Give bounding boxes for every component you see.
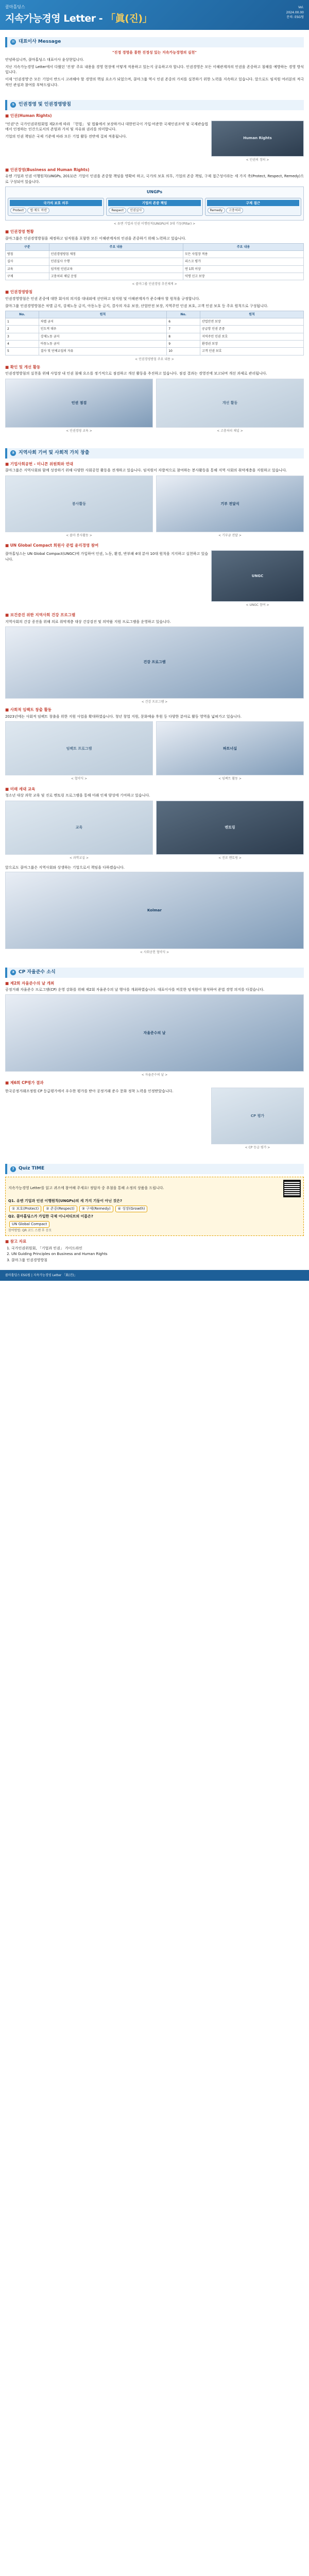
table-row: 방침 인권경영방침 제정 모든 사업장 적용 (6, 250, 304, 258)
table-row: 교육 임직원 인권교육 연 1회 이상 (6, 265, 304, 273)
paragraph: 2023년에는 사회적 임팩트 창출을 위한 지원 사업을 확대하였습니다. 청년 창업 지원, 문화예술 후원 등 다양한 분야로 활동 영역을 넓혀가고 있습니다. (5, 714, 242, 719)
references-list (5, 1246, 304, 1264)
table-row: 실사 인권실사 수행 리스크 평가 (6, 258, 304, 265)
list-item: 2. UN Guiding Principles on Business and Human Rights (11, 1251, 304, 1257)
caption: < 인권경영방침 주요 내용 > (135, 357, 174, 361)
paragraph: 공정거래 자율준수 프로그램(CP) 운영 강화를 위해 제2회 자율준수의 날 행사를 개최하였습니다. 대표이사를 비롯한 임직원이 참석하여 준법 경영 의지를 다졌습니다. (5, 988, 265, 992)
quiz-question: Q1. 유엔 기업과 인권 이행원칙(UNGPs)의 세 가지 기둥이 아닌 것은? (8, 1199, 123, 1204)
table-row: 3 강제노동 금지 8 지역주민 인권 보호 (6, 333, 304, 340)
header-meta: Vol. 2024.00.00 문의: ESG팀 (286, 6, 304, 20)
photo: 멘토링 (156, 801, 304, 855)
human-rights-image: Human Rights (211, 121, 304, 157)
caption: < 콜마그룹 인권경영 추진체계 > (132, 282, 177, 286)
paragraph: 콜마그룹은 지역사회와 함께 성장하기 위해 다양한 사회공헌 활동을 전개하고 있습니다. 임직원이 자발적으로 참여하는 봉사활동을 통해 지역 사회의 취약계층을 지원하고 있습니다. (5, 468, 287, 473)
photo: 임팩트 프로그램 (5, 721, 153, 775)
community-icon: ② (10, 450, 16, 456)
paragraph: 인권경영방침은 인권 존중에 대한 회사의 의지를 대내외에 선언하고 임직원 및 이해관계자가 준수해야 할 원칙을 규정합니다. (5, 297, 200, 301)
subheading: ■ 보건증진 위한 지역사회 건강 프로그램 (5, 612, 304, 618)
pillar-respect: 기업의 존중 책임 Respect 인권실사 (106, 198, 202, 216)
ceo-message-section (0, 30, 309, 93)
paragraph: 지난 지속가능경영 Letter에서 다뤘던 '진정' 주요 내용을 경영 현장에 어떻게 적용하고 있는지 공유하고자 합니다. 인권경영은 모든 이해관계자의 인권을 존중하고 침해를 예방하는 경영 방식입니다. (5, 64, 304, 75)
paragraph: 지역사회의 건강 증진을 위해 의료 취약계층 대상 건강검진 및 의약품 지원 프로그램을 운영하고 있습니다. (5, 619, 171, 624)
answer-option[interactable]: ③ 구제(Remedy) (79, 1206, 113, 1212)
photo: Kolmar (5, 872, 304, 949)
qr-code-icon[interactable] (283, 1180, 301, 1197)
pillar-remedy: 구제 접근 Remedy 고충처리 (205, 198, 301, 216)
caption: < 임팩트 활동 > (218, 777, 242, 781)
caption: < 기부금 전달 > (218, 534, 242, 538)
answer-option[interactable]: UN Global Compact (9, 1221, 49, 1228)
paragraph: 청소년 대상 과학 교육 및 진로 멘토링 프로그램을 통해 미래 인재 양성에 기여하고 있습니다. (5, 793, 150, 798)
caption: < 고충처리 채널 > (217, 429, 243, 433)
letter-header (0, 0, 309, 30)
question-icon: ? (10, 1166, 16, 1172)
paragraph: 콜마홀딩스는 UN Global Compact(UNGC)에 가입하여 인권, 노동, 환경, 반부패 4대 분야 10대 원칙을 지지하고 실천하고 있습니다. (5, 551, 208, 562)
paragraph: 인권경영방침의 실천을 위해 사업장 내 인권 침해 요소를 정기적으로 점검하고 개선 활동을 추진하고 있습니다. 점검 결과는 경영진에 보고되며 개선 과제로 관리됩니다. (5, 371, 267, 376)
table-row: 1 차별 금지 6 산업안전 보장 (6, 318, 304, 326)
pillar-protect: 국가의 보호 의무 Protect 법·제도 마련 (8, 198, 104, 216)
section-title: ③ CP 자율준수 소식 (5, 968, 304, 978)
ungps-diagram (5, 187, 304, 221)
paragraph: 콜마그룹 인권경영방침은 차별 금지, 강제노동 금지, 아동노동 금지, 결사의 자유 보장, 산업안전 보장, 지역주민 인권 보호, 고객 인권 보호 등 주요 원칙으로 구성됩니다. (5, 303, 268, 308)
photo: 기부 전달식 (156, 476, 304, 532)
caption: < 건강 프로그램 > (141, 700, 168, 704)
subheading: ■ 참고 자료 (5, 1239, 304, 1245)
subheading: ■ 인권경영(Business and Human Rights) (5, 167, 304, 173)
answer-option[interactable]: ① 보호(Protect) (9, 1206, 41, 1212)
section-title: ② 지역사회 기여 및 사회적 가치 창출 (5, 448, 304, 459)
caption: < 인권경영 교육 > (66, 429, 92, 433)
subheading: ■ 제2회 자율준수의 날 개최 (5, 980, 304, 987)
quiz-box (5, 1177, 304, 1236)
section-title: ① 인권경영 및 인권경영방침 (5, 100, 304, 110)
status-table: 구분 주요 내용 주요 내용 방침 인권경영방침 제정 모든 사업장 적용 실사 인권실사 수행 리스크 평가 교육 임직원 인권교육 연 1회 이상 구제 고충처리 채널 운영 익명 신고 보장 (5, 243, 304, 280)
shield-icon: ① (10, 102, 16, 108)
subheading: ■ 제6회 CP평가 결과 (5, 1080, 304, 1086)
policy-table: No. 원칙 No. 원칙 1 차별 금지 6 산업안전 보장 2 인도적 대우 7 공급망 인권 존중 3 강제노동 금지 8 지역주민 인권 보호 4 아동노동 금지 9 환경권 보장 5 결사 및 단체교섭의 자유 10 고객 인권 보호 (5, 311, 304, 355)
answer-option[interactable]: ② 존중(Respect) (43, 1206, 77, 1212)
section-title: ? Quiz TIME (5, 1164, 304, 1174)
photo: 교육 (5, 801, 153, 855)
photo: 자율준수의 날 (5, 994, 304, 1072)
paragraph: 한국공정거래조정원 CP 등급평가에서 우수한 평가를 받아 공정거래 준수 문화 정착 노력을 인정받았습니다. (5, 1089, 174, 1094)
subheading: ■ UN Global Compact 회원사 준법 윤리경영 참여 (5, 543, 304, 549)
list-item: 3. 콜마그룹 인권경영방침 (11, 1258, 304, 1263)
answer-option[interactable]: ④ 성장(Growth) (115, 1206, 148, 1212)
subheading: ■ 사회적 임팩트 창출 활동 (5, 707, 304, 713)
caption: < 자율준수의 날 > (141, 1073, 168, 1077)
ceo-quote: "진정 경영을 통한 진정성 있는 지속가능경영의 실천" (112, 50, 197, 55)
human-rights-section (0, 93, 309, 441)
footer: 콜마홀딩스 ESG팀 | 지속가능경영 Letter 「眞(진)」 (0, 1270, 309, 1281)
subheading: ■ 인권(Human Rights) (5, 113, 304, 119)
quiz-intro: 지속가능경영 Letter를 읽고 퀴즈에 참여해 주세요! 정답자 중 추첨을 통해 소정의 상품을 드립니다. (8, 1186, 164, 1191)
subheading: ■ 확인 및 개선 활동 (5, 364, 304, 370)
caption: < 사회공헌 협약식 > (140, 951, 169, 955)
photo: CP 평가 (211, 1088, 304, 1144)
quiz-question: Q2. 콜마홀딩스가 가입한 국제 이니셔티브의 이름은? (8, 1214, 93, 1218)
paragraph: 안녕하십니까, 콜마홀딩스 대표이사 윤상현입니다. (5, 57, 84, 62)
caption: < 콜마 봉사활동 > (66, 534, 92, 538)
company-name: 콜마홀딩스 (5, 5, 25, 9)
caption: < UNGC 참여 > (246, 603, 269, 607)
cp-section (0, 960, 309, 1157)
quiz-section (0, 1157, 309, 1267)
caption: < CP 등급 평가 > (245, 1146, 270, 1150)
subheading: ■ 기업사회공헌 - 미니콘 위원회와 연대 (5, 461, 304, 467)
section-title: ✉ 대표이사 Message (5, 37, 304, 47)
letter-title: 지속가능경영 Letter - 「眞(진)」 (5, 13, 152, 25)
caption: < 과학교실 > (69, 856, 89, 860)
subheading: ■ 미래 세대 교육 (5, 786, 304, 792)
subheading: ■ 인권경영 현황 (5, 229, 304, 235)
table-row: 5 결사 및 단체교섭의 자유 10 고객 인권 보호 (6, 348, 304, 355)
caption: < 진로 멘토링 > (218, 856, 242, 860)
quiz-note: 참여방법: QR 코드 스캔 후 응모 (8, 1228, 52, 1232)
list-item: 1. 국가인권위원회, 「기업과 인권」 가이드라인 (11, 1246, 304, 1251)
photo: 파트너십 (156, 721, 304, 775)
photo: 건강 프로그램 (5, 626, 304, 699)
message-icon: ✉ (10, 39, 16, 45)
subheading: ■ 인권경영방침 (5, 289, 304, 295)
photo: 봉사활동 (5, 476, 153, 532)
paragraph: 이제 '인권경영'은 모든 기업이 반드시 고려해야 할 경영의 핵심 요소가 되었으며, 콜마그룹 역시 인권 존중의 가치를 실천하기 위한 노력을 지속하고 있습니다. 앞으로도 임직원 여러분의 적극적인 관심과 참여를 부탁드립니다. (5, 77, 304, 88)
table-row: 구제 고충처리 채널 운영 익명 신고 보장 (6, 273, 304, 280)
paragraph: 콜마그룹은 인권경영방침을 제정하고 임직원을 포함한 모든 이해관계자의 인권을 존중하기 위해 노력하고 있습니다. (5, 236, 186, 241)
caption: < 협약식 > (71, 777, 88, 781)
table-row: 4 아동노동 금지 9 환경권 보장 (6, 340, 304, 347)
paragraph: 앞으로도 콜마그룹은 지역사회와 상생하는 기업으로서 책임을 다하겠습니다. (5, 865, 125, 870)
paragraph: 기업의 인권 책임은 국제 기준에 따라 모든 기업 활동 전반에 걸쳐 적용됩니다. (5, 134, 127, 139)
community-section (0, 441, 309, 960)
paragraph: 유엔 기업과 인권 이행원칙(UNGPs, 2011)은 기업이 인권을 존중할 책임을 명확히 하고, 국가의 보호 의무, 기업의 존중 책임, 구제 접근성이라는 세 가지 축(Protect, Respect, Remedy)으로 구성되어 있습니다. (5, 174, 304, 184)
table-row: 2 인도적 대우 7 공급망 인권 존중 (6, 326, 304, 333)
scale-icon: ③ (10, 970, 16, 975)
diagram-title: UNGPs (146, 190, 163, 195)
caption: < 인권의 정의 > (246, 158, 269, 162)
photo: 인권 점검 (5, 379, 153, 428)
photo: UNGC (211, 550, 304, 602)
caption: < 유엔 기업과 인권 이행원칙(UNGPs)의 3대 기둥(Pillar) > (113, 222, 196, 226)
paragraph: "인권"은 국가인권위원회법 제2조에 따라 「헌법」 및 법률에서 보장하거나 대한민국이 가입·비준한 국제인권조약 및 국제관습법에서 인정하는 인간으로서의 존엄과 가치 및 자유와 권리를 의미합니다. (5, 122, 208, 132)
photo: 개선 활동 (156, 379, 304, 428)
